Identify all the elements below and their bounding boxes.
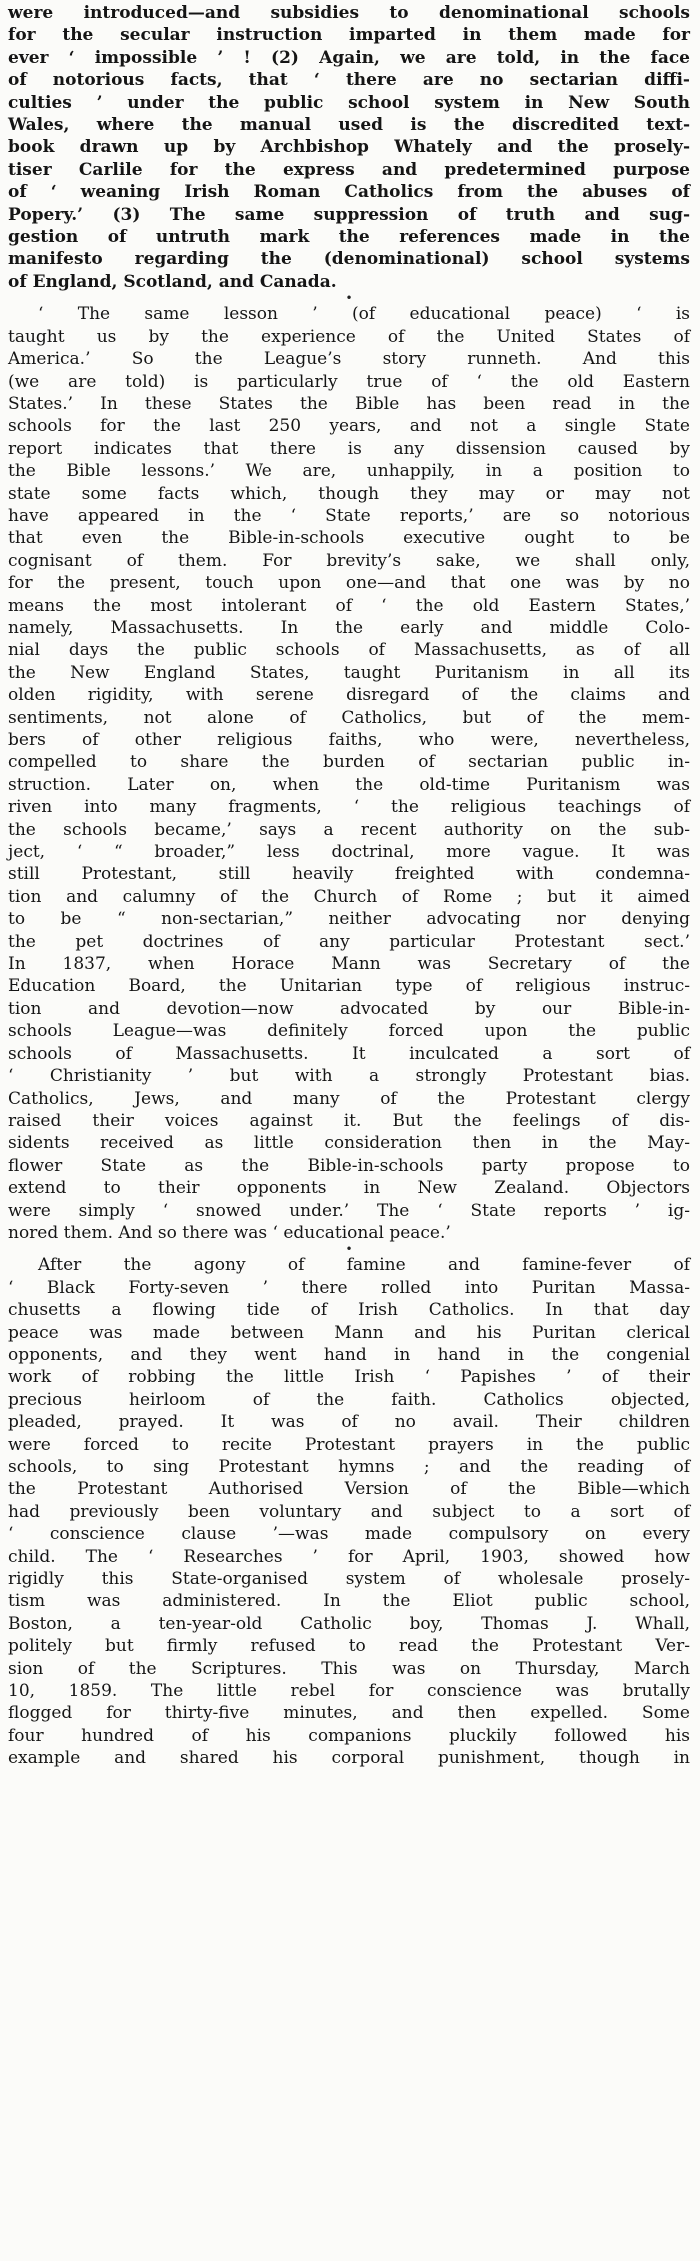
text-line: In 1837, when Horace Mann was Secretary of the [8,954,690,975]
text-line: tism was administered. In the Eliot public school, [8,1591,690,1612]
text-line: Popery.’ (3) The same suppression of truth and sug- [8,204,690,225]
text-line: the schools became,’ says a recent authority on the sub- [8,819,690,840]
text-line: opponents, and they went hand in hand in the congenial [8,1344,690,1365]
text-line: ject, ‘ “ broader,” less doctrinal, more vague. It was [8,842,690,863]
text-line: precious heirloom of the faith. Catholics objected, [8,1389,690,1410]
text-line: Catholics, Jews, and many of the Protestant clergy [8,1088,690,1109]
text-line: schools of Massachusetts. It inculcated a sort of [8,1043,690,1064]
text-line: nial days the public schools of Massachusetts, as of all [8,640,690,661]
text-line: four hundred of his companions pluckily followed his [8,1725,690,1746]
text-line: Boston, a ten-year-old Catholic boy, Thomas J. Whall, [8,1613,690,1634]
text-line: had previously been voluntary and subject to a sort of [8,1501,690,1522]
text-line: cognisant of them. For brevity’s sake, we shall only, [8,550,690,571]
text-line: schools for the last 250 years, and not a single State [8,416,690,437]
text-line: sion of the Scriptures. This was on Thursday, March [8,1658,690,1679]
text-line: compelled to share the burden of sectarian public in- [8,752,690,773]
text-line: the Protestant Authorised Version of the Bible—which [8,1479,690,1500]
text-line: olden rigidity, with serene disregard of the claims and [8,685,690,706]
text-line: Wales, where the manual used is the discredited text- [8,115,690,136]
text-line: chusetts a flowing tide of Irish Catholics. In that day [8,1300,690,1321]
text-line: ‘ Christianity ’ but with a strongly Protestant bias. [8,1066,690,1087]
text-line: schools, to sing Protestant hymns ; and the reading of [8,1457,690,1477]
text-line: nored them. And so there was ‘ educational peace.’ [8,1222,451,1243]
text-line: means the most intolerant of ‘ the old Eastern States,’ [8,595,690,616]
text-line: tion and calumny of the Church of Rome ; but it aimed [8,886,690,907]
paragraph-1 [8,2,690,293]
text-line: culties ’ under the public school system in New South [8,92,690,113]
text-line: ever ‘ impossible ’ ! (2) Again, we are told, in the face [8,47,690,68]
text-line: riven into many fragments, ‘ the religious teachings of [8,797,690,818]
text-line: politely but firmly refused to read the Protestant Ver- [8,1636,690,1657]
text-line: Education Board, the Unitarian type of religious instruc- [8,976,690,997]
text-line: America.’ So the League’s story runneth. And this [8,349,690,370]
text-line: to be “ non-sectarian,” neither advocating nor denying [8,909,690,930]
article-column [8,2,690,1770]
text-line: of ‘ weaning Irish Roman Catholics from the abuses of [8,182,690,203]
text-line: ‘ conscience clause ’—was made compulsory on every [8,1524,690,1545]
text-line: States.’ In these States the Bible has been read in the [8,393,690,414]
text-line: ‘ The same lesson ’ (of educational peace) ‘ is [38,304,690,325]
text-line: taught us by the experience of the United States of [8,326,690,347]
text-line: were forced to recite Protestant prayers in the public [8,1434,690,1455]
text-line: that even the Bible-in-schools executive ought to be [8,528,690,549]
text-line: ‘ Black Forty-seven ’ there rolled into Puritan Massa- [8,1277,690,1298]
text-line: raised their voices against it. But the feelings of dis- [8,1110,690,1131]
text-line: state some facts which, though they may or may not [8,483,690,504]
text-line: example and shared his corporal punishment, though in [8,1748,690,1769]
text-line: book drawn up by Archbishop Whately and the prosely- [8,137,690,158]
text-line: the Bible lessons.’ We are, unhappily, in a position to [8,461,690,482]
text-line: sidents received as little consideration then in the May- [8,1133,690,1154]
text-line: extend to their opponents in New Zealand. Objectors [8,1178,690,1199]
text-line: for the present, touch upon one—and that one was by no [8,573,690,594]
text-line: the pet doctrines of any particular Protestant sect.’ [8,931,690,952]
text-line: schools League—was definitely forced upon the public [8,1021,690,1042]
text-line: child. The ‘ Researches ’ for April, 1903, showed how [8,1546,690,1567]
text-line: flower State as the Bible-in-schools party propose to [8,1155,690,1176]
text-line: tiser Carlile for the express and predetermined purpose [8,159,690,180]
section-separator: • [345,1242,353,1257]
text-line: flogged for thirty-five minutes, and then expelled. Some [8,1703,690,1724]
text-line: gestion of untruth mark the references made in the [8,227,690,248]
text-line: (we are told) is particularly true of ‘ the old Eastern [8,371,690,392]
text-line: bers of other religious faiths, who were, nevertheless, [8,730,690,750]
text-line: report indicates that there is any dissension caused by [8,438,690,459]
paragraph-3 [8,1254,690,1769]
text-line: still Protestant, still heavily freighted with condemna- [8,864,690,885]
section-separator: • [345,291,353,306]
text-line: namely, Massachusetts. In the early and middle Colo- [8,617,690,638]
text-line: work of robbing the little Irish ‘ Papishes ’ of their [8,1367,690,1388]
text-line: pleaded, prayed. It was of no avail. Their children [8,1412,690,1433]
text-line: 10, 1859. The little rebel for conscience was brutally [8,1681,690,1702]
text-line: of notorious facts, that ‘ there are no sectarian diffi- [8,70,690,91]
text-line: of England, Scotland, and Canada. [8,271,337,292]
text-line: manifesto regarding the (denominational) school systems [8,249,690,270]
paragraph-2 [8,303,690,1244]
text-line: rigidly this State-organised system of wholesale prosely- [8,1569,690,1590]
text-line: have appeared in the ‘ State reports,’ are so notorious [8,505,690,526]
text-line: for the secular instruction imparted in them made for [8,25,690,46]
text-line: peace was made between Mann and his Puritan clerical [8,1322,690,1343]
text-line: sentiments, not alone of Catholics, but of the mem- [8,707,690,728]
text-line: struction. Later on, when the old-time Puritanism was [8,774,690,795]
text-line: tion and devotion—now advocated by our Bible-in- [8,998,690,1019]
text-line: were simply ‘ snowed under.’ The ‘ State reports ’ ig- [8,1200,690,1221]
text-line: After the agony of famine and famine-fever of [38,1255,690,1276]
text-line: the New England States, taught Puritanism in all its [8,662,690,683]
text-line: were introduced—and subsidies to denominational schools [8,3,690,23]
